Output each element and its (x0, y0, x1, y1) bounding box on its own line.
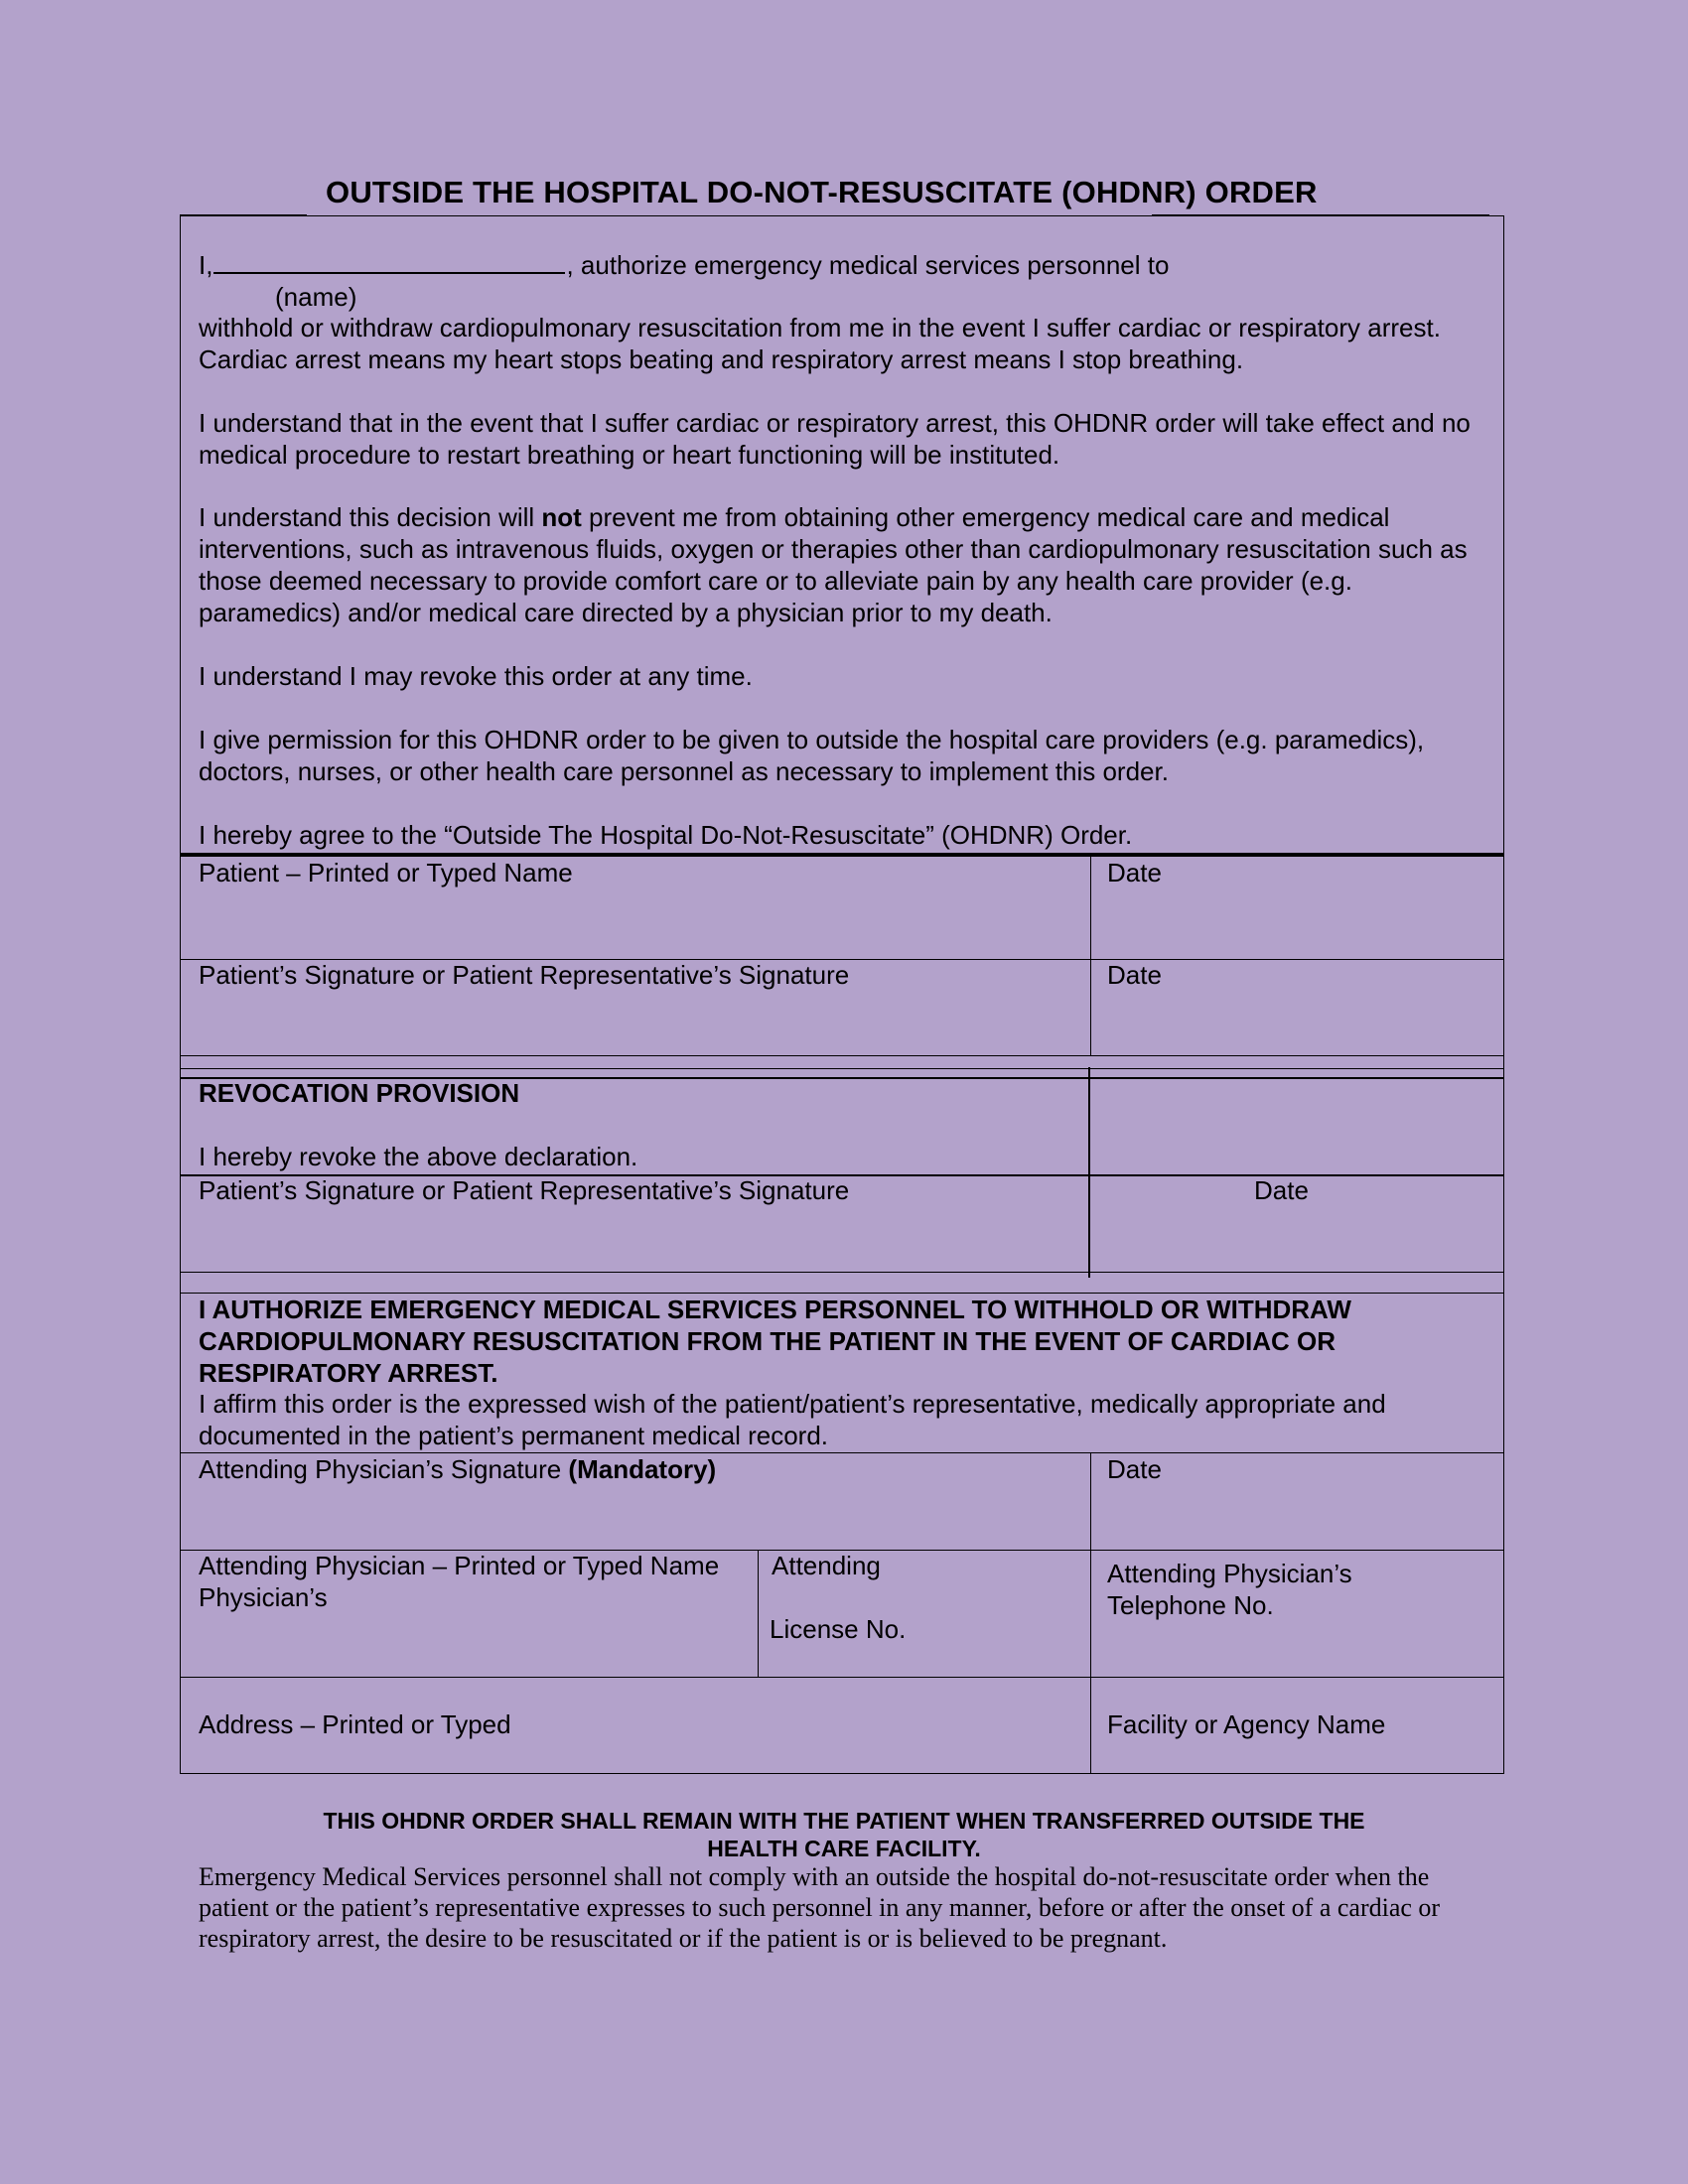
physician-printed-name-line1: Attending Physician – Printed or Typed Name (199, 1551, 720, 1580)
revocation-column-divider (1088, 1067, 1090, 1278)
decision-rest: prevent me from obtaining other emergency medical care and medical interventions, such as intravenous fluids, oxygen or therapies other than cardiopulmonary resuscitation such as those deemed necessary to provide comfort care or to alleviate pain by any health care provider (e.g. paramedics) and/or medical care directed by a physician prior to my death. (199, 502, 1468, 627)
patient-grid-bottom (180, 1055, 1504, 1056)
facility-field[interactable]: Facility or Agency Name (1107, 1709, 1386, 1739)
authorization-suffix: , authorize emergency medical services personnel to (566, 250, 1170, 280)
physician-date-column-divider (1090, 1453, 1091, 1774)
physician-printed-name-line2: Physician’s (199, 1582, 328, 1612)
revocation-signature-field[interactable]: Patient’s Signature or Patient Representative’s Signature (199, 1175, 850, 1205)
patient-name-blank[interactable] (213, 248, 565, 274)
patient-date-column-divider (1090, 855, 1091, 1056)
physician-printed-name-field[interactable] (199, 1550, 719, 1613)
name-caption: (name) (275, 282, 357, 312)
revoke-any-time-paragraph: I understand I may revoke this order at any time. (199, 661, 753, 691)
physician-date-field[interactable]: Date (1107, 1454, 1162, 1484)
physician-signature-label: Attending Physician’s Signature (199, 1454, 569, 1484)
footer-heading (199, 1807, 1489, 1862)
physician-signature-field[interactable] (199, 1453, 716, 1485)
physician-authorization-heading: I AUTHORIZE EMERGENCY MEDICAL SERVICES PERSONNEL TO WITHHOLD OR WITHDRAW CARDIOPULMONARY RESUSCITATION FROM THE PATIENT IN THE EVENT OF CARDIAC OR RESPIRATORY ARREST. (199, 1295, 1351, 1388)
revocation-statement: I hereby revoke the above declaration. (199, 1142, 638, 1171)
footer-heading-line1: THIS OHDNR ORDER SHALL REMAIN WITH THE PATIENT WHEN TRANSFERRED OUTSIDE THE (323, 1808, 1365, 1834)
revocation-gap-line (180, 1068, 1504, 1069)
patient-date-field-1[interactable]: Date (1107, 858, 1162, 887)
patient-date-field-2[interactable]: Date (1107, 960, 1162, 990)
physician-row-divider-2 (180, 1677, 1504, 1678)
patient-printed-name-field[interactable]: Patient – Printed or Typed Name (199, 858, 573, 887)
decision-paragraph (199, 501, 1489, 628)
agreement-paragraph: I hereby agree to the “Outside The Hospital Do-Not-Resuscitate” (OHDNR) Order. (199, 820, 1133, 850)
authorization-continuation: withhold or withdraw cardiopulmonary resuscitation from me in the event I suffer cardiac or respiratory arrest. Cardiac arrest means my heart stops beating and respiratory arrest means I stop breathing. (199, 313, 1441, 374)
decision-start: I understand this decision will (199, 502, 542, 532)
physician-license-column-divider (758, 1551, 759, 1677)
revocation-bottom-border (180, 1272, 1504, 1273)
physician-license-field[interactable]: License No. (770, 1614, 907, 1644)
physician-affirmation: I affirm this order is the expressed wish of the patient/patient’s representative, medically appropriate and documented in the patient’s permanent medical record. (199, 1389, 1386, 1450)
physician-signature-mandatory: (Mandatory) (568, 1454, 717, 1484)
physician-license-label-line1: Attending (772, 1551, 881, 1580)
address-field[interactable]: Address – Printed or Typed (199, 1709, 511, 1739)
revocation-heading: REVOCATION PROVISION (199, 1078, 520, 1108)
physician-telephone-field[interactable] (1107, 1558, 1352, 1621)
permission-paragraph: I give permission for this OHDNR order to be given to outside the hospital care providers (e.g. paramedics), doctors, nurses, or other health care personnel as necessary to implement this order. (199, 725, 1425, 786)
form-title: OUTSIDE THE HOSPITAL DO-NOT-RESUSCITATE (OHDNR) ORDER (326, 175, 1318, 209)
decision-emphasis: not (541, 502, 582, 532)
authorization-line (199, 248, 1169, 281)
physician-telephone-line2: Telephone No. (1107, 1590, 1274, 1620)
understand-effect-paragraph: I understand that in the event that I suffer cardiac or respiratory arrest, this OHDNR order will take effect and no medical procedure to restart breathing or heart functioning will be instituted. (199, 408, 1471, 470)
footer-body: Emergency Medical Services personnel shall not comply with an outside the hospital do-not-resuscitate order when the patient or the patient’s representative expresses to such personnel in any manner, before or after the onset of a cardiac or respiratory arrest, the desire to be resuscitated or if the patient is or is believed to be pregnant. (199, 1862, 1441, 1953)
patient-signature-field[interactable]: Patient’s Signature or Patient Representative’s Signature (199, 960, 850, 990)
physician-telephone-line1: Attending Physician’s (1107, 1559, 1352, 1588)
authorization-prefix: I, (199, 250, 213, 280)
footer-heading-line2: HEALTH CARE FACILITY. (707, 1836, 981, 1861)
revocation-date-field[interactable]: Date (1254, 1175, 1309, 1205)
